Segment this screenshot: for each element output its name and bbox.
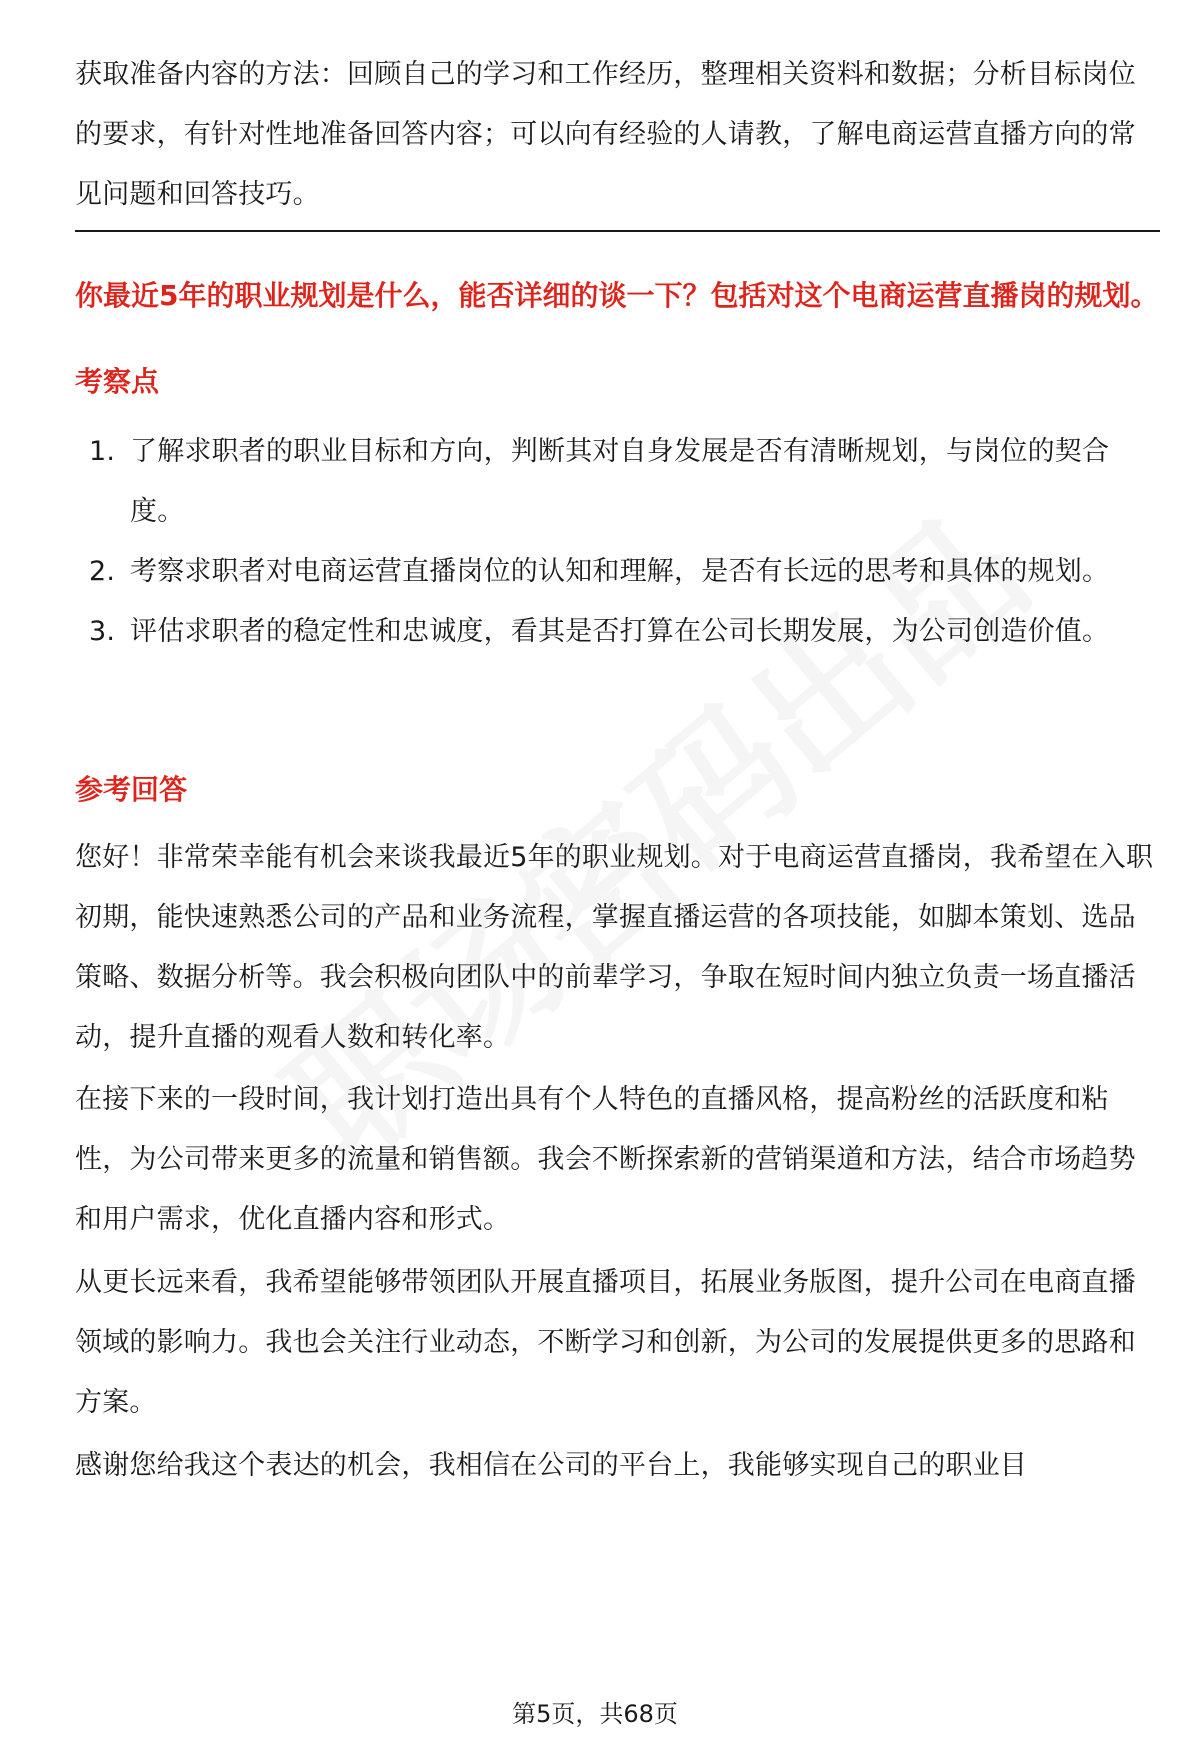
list-item-text: 考察求职者对电商运营直播岗位的认知和理解，是否有长远的思考和具体的规划。 [130, 556, 1110, 587]
list-item-number: 2. [89, 556, 116, 587]
intro-paragraph: 获取准备内容的方法：回顾自己的学习和工作经历，整理相关资料和数据；分析目标岗位的要求，有针对性地准备回答内容；可以向有经验的人请教，了解电商运营直播方向的常见问题和回答技巧。 [75, 59, 1136, 210]
answer-paragraph: 在接下来的一段时间，我计划打造出具有个人特色的直播风格，提高粉丝的活跃度和粘性，为公司带来更多的流量和销售额。我会不断探索新的营销渠道和方法，结合市场趋势和用户需求，优化直播内容和形式。 [75, 1084, 1136, 1235]
list-item-text: 评估求职者的稳定性和忠诚度，看其是否打算在公司长期发展，为公司创造价值。 [130, 616, 1110, 647]
answer-heading: 参考回答 [75, 773, 188, 806]
list-item-number: 3. [89, 616, 116, 647]
document-page [75, 0, 1160, 1755]
list-item-number: 1. [89, 436, 116, 467]
answer-paragraph: 您好！非常荣幸能有机会来谈我最近5年的职业规划。对于电商运营直播岗，我希望在入职初期，能快速熟悉公司的产品和业务流程，掌握直播运营的各项技能，如脚本策划、选品策略、数据分析等。我会积极向团队中的前辈学习，争取在短时间内独立负责一场直播活动，提升直播的观看人数和转化率。 [75, 842, 1154, 1053]
list-item [75, 422, 1160, 542]
page-footer: 第5页，共68页 [512, 1700, 678, 1728]
question-heading: 你最近5年的职业规划是什么，能否详细的谈一下？包括对这个电商运营直播岗的规划。 [75, 279, 1159, 312]
answer-paragraph: 感谢您给我这个表达的机会，我相信在公司的平台上，我能够实现自己的职业目 [75, 1450, 1027, 1481]
list-item-text: 了解求职者的职业目标和方向，判断其对自身发展是否有清晰规划，与岗位的契合度。 [130, 436, 1110, 527]
assessment-heading: 考察点 [75, 365, 160, 398]
list-item [75, 542, 1160, 602]
assessment-list [75, 422, 1160, 662]
section-divider [75, 230, 1160, 232]
answer-paragraph: 从更长远来看，我希望能够带领团队开展直播项目，拓展业务版图，提升公司在电商直播领域的影响力。我也会关注行业动态，不断学习和创新，为公司的发展提供更多的思路和方案。 [75, 1267, 1136, 1418]
list-item [75, 602, 1160, 662]
